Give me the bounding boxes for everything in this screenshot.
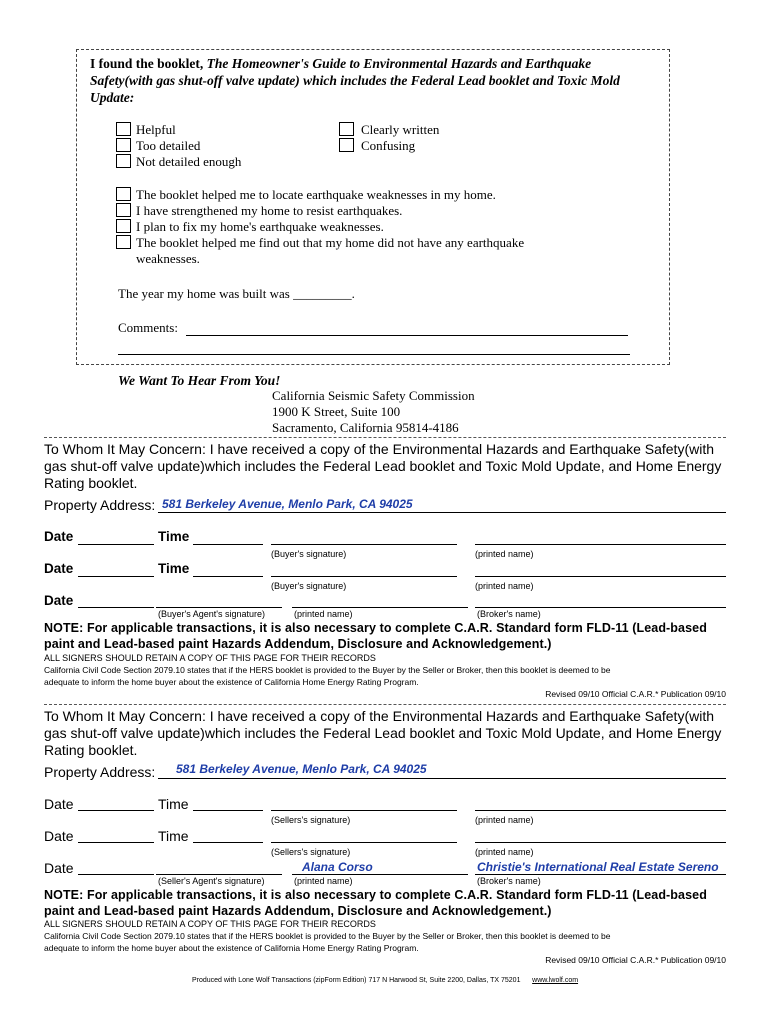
buyer-time-label-1: Time	[158, 529, 190, 544]
seller-civil-code-2: adequate to inform the home buyer about the existence of California Home Energy Rating Program.	[44, 943, 419, 953]
buyer-civil-code-2: adequate to inform the home buyer about the existence of California Home Energy Rating Program.	[44, 677, 419, 687]
buyer-printed-field-1[interactable]	[475, 544, 726, 545]
seller-time-label-1: Time	[158, 796, 189, 812]
booklet-title: The Homeowner's Guide to Environmental Hazards and Earthquake Safety(with gas shut-off valve update) which includes the Federal Lead booklet and Toxic Mold Update:	[90, 56, 620, 105]
too-detailed-label: Too detailed	[136, 138, 201, 153]
buyer-property-line	[158, 512, 726, 513]
seller-time-field-1[interactable]	[193, 810, 263, 811]
stmt2-checkbox[interactable]	[116, 203, 131, 217]
buyer-printed-caption-1: (printed name)	[475, 549, 534, 559]
seller-intro-3: Rating booklet.	[44, 742, 138, 758]
not-detailed-checkbox[interactable]	[116, 154, 131, 168]
seller-printed-field-2[interactable]	[475, 842, 726, 843]
contact-street: 1900 K Street, Suite 100	[272, 404, 401, 419]
buyer-printed-caption-2: (printed name)	[475, 581, 534, 591]
seller-printed-caption-1: (printed name)	[475, 815, 534, 825]
contact-heading: We Want To Hear From You!	[118, 373, 281, 388]
seller-time-label-2: Time	[158, 828, 189, 844]
seller-time-field-2[interactable]	[193, 842, 263, 843]
buyer-time-field-2[interactable]	[193, 576, 263, 577]
stmt1-checkbox[interactable]	[116, 187, 131, 201]
survey-intro: I found the booklet,	[90, 56, 207, 71]
survey-title	[90, 55, 650, 106]
seller-sig-caption-2: (Sellers's signature)	[271, 847, 351, 857]
buyer-retain: ALL SIGNERS SHOULD RETAIN A COPY OF THIS PAGE FOR THEIR RECORDS	[44, 653, 376, 663]
stmt4-label: The booklet helped me find out that my home did not have any earthquake	[136, 235, 525, 250]
seller-note-2: paint and Lead-based paint Hazards Addendum, Disclosure and Acknowledgement.)	[44, 904, 552, 918]
seller-intro-1: To Whom It May Concern: I have received a copy of the Environmental Hazards and Earthquake Safety(with	[44, 708, 714, 724]
seller-printed-caption-2: (printed name)	[475, 847, 534, 857]
buyer-broker-field[interactable]	[475, 607, 726, 608]
clearly-written-label: Clearly written	[361, 122, 440, 137]
comments-line-1[interactable]	[186, 335, 628, 336]
comments-label: Comments:	[118, 320, 178, 335]
buyer-agent-caption: (Buyer's Agent's signature)	[158, 609, 265, 619]
buyer-property-value[interactable]: 581 Berkeley Avenue, Menlo Park, CA 94025	[162, 497, 413, 511]
buyer-date-label-2: Date	[44, 561, 74, 576]
seller-printed-field-1[interactable]	[475, 810, 726, 811]
seller-revised: Revised 09/10 Official C.A.R.* Publication 09/10	[545, 955, 726, 965]
seller-agent-printed-field[interactable]	[292, 874, 468, 875]
buyer-time-label-2: Time	[158, 561, 190, 576]
seller-sig-caption-1: (Sellers's signature)	[271, 815, 351, 825]
stmt3-checkbox[interactable]	[116, 219, 131, 233]
seller-agent-name[interactable]: Alana Corso	[302, 860, 373, 874]
stmt3-label: I plan to fix my home's earthquake weaknesses.	[136, 219, 384, 234]
seller-property-label: Property Address:	[44, 764, 156, 780]
too-detailed-checkbox[interactable]	[116, 138, 131, 152]
clearly-written-checkbox[interactable]	[339, 122, 354, 136]
seller-agent-signature-field[interactable]	[156, 874, 282, 875]
buyer-agent-printed-caption: (printed name)	[294, 609, 353, 619]
seller-date-label-1: Date	[44, 796, 74, 812]
footer-link[interactable]: www.lwolf.com	[532, 977, 579, 984]
buyer-cut-line	[44, 437, 726, 438]
seller-agent-printed-caption: (printed name)	[294, 876, 353, 886]
seller-signature-field-2[interactable]	[271, 842, 457, 843]
confusing-label: Confusing	[361, 138, 416, 153]
stmt2-label: I have strengthened my home to resist earthquakes.	[136, 203, 403, 218]
seller-date-field-1[interactable]	[78, 810, 154, 811]
buyer-agent-date-label: Date	[44, 593, 74, 608]
buyer-sig-caption-2: (Buyer's signature)	[271, 581, 347, 591]
seller-agent-date-label: Date	[44, 860, 74, 876]
buyer-signature-field-1[interactable]	[271, 544, 457, 545]
helpful-label: Helpful	[136, 122, 176, 137]
year-built-field[interactable]: The year my home was built was _________.	[118, 286, 355, 301]
seller-retain: ALL SIGNERS SHOULD RETAIN A COPY OF THIS PAGE FOR THEIR RECORDS	[44, 919, 376, 929]
buyer-intro-1: To Whom It May Concern: I have received a copy of the Environmental Hazards and Earthquake Safety(with	[44, 441, 714, 457]
seller-date-field-2[interactable]	[78, 842, 154, 843]
stmt1-label: The booklet helped me to locate earthquake weaknesses in my home.	[136, 187, 496, 202]
buyer-agent-signature-field[interactable]	[156, 607, 282, 608]
stmt4-label-cont: weaknesses.	[136, 251, 200, 266]
buyer-note-1: NOTE: For applicable transactions, it is also necessary to complete C.A.R. Standard form FLD-11 (Lead-based	[44, 621, 707, 635]
buyer-agent-date-field[interactable]	[78, 607, 154, 608]
stmt4-checkbox[interactable]	[116, 235, 131, 249]
seller-civil-code-1: California Civil Code Section 2079.10 states that if the HERS booklet is provided to the Buyer by the Seller or Broker, then this booklet is deemed to be	[44, 931, 611, 941]
buyer-date-label-1: Date	[44, 529, 74, 544]
confusing-checkbox[interactable]	[339, 138, 354, 152]
buyer-revised: Revised 09/10 Official C.A.R.* Publication 09/10	[545, 689, 726, 699]
footer	[0, 977, 770, 984]
not-detailed-label: Not detailed enough	[136, 154, 242, 169]
buyer-intro-3: Rating booklet.	[44, 475, 138, 491]
seller-broker-name[interactable]: Christie's International Real Estate Sereno	[477, 860, 719, 874]
seller-cut-line	[44, 704, 726, 705]
buyer-agent-printed-field[interactable]	[292, 607, 468, 608]
buyer-civil-code-1: California Civil Code Section 2079.10 states that if the HERS booklet is provided to the Buyer by the Seller or Broker, then this booklet is deemed to be	[44, 665, 611, 675]
buyer-date-field-2[interactable]	[78, 576, 154, 577]
seller-note-1: NOTE: For applicable transactions, it is also necessary to complete C.A.R. Standard form FLD-11 (Lead-based	[44, 888, 707, 902]
buyer-date-field-1[interactable]	[78, 544, 154, 545]
comments-line-2[interactable]	[118, 354, 630, 355]
helpful-checkbox[interactable]	[116, 122, 131, 136]
buyer-property-label: Property Address:	[44, 497, 156, 513]
contact-org: California Seismic Safety Commission	[272, 388, 475, 403]
buyer-signature-field-2[interactable]	[271, 576, 457, 577]
footer-produced: Produced with Lone Wolf Transactions (zipForm Edition) 717 N Harwood St, Suite 2200, Dallas, TX 75201	[191, 977, 521, 984]
seller-property-value[interactable]: 581 Berkeley Avenue, Menlo Park, CA 94025	[176, 762, 427, 776]
seller-agent-date-field[interactable]	[78, 874, 154, 875]
buyer-intro-2: gas shut-off valve update)which includes the Federal Lead booklet and Toxic Mold Update, and Home Energy	[44, 458, 722, 474]
seller-property-line	[158, 778, 726, 779]
seller-intro-2: gas shut-off valve update)which includes the Federal Lead booklet and Toxic Mold Update, and Home Energy	[44, 725, 722, 741]
seller-agent-caption: (Seller's Agent's signature)	[158, 876, 265, 886]
buyer-broker-caption: (Broker's name)	[477, 609, 541, 619]
seller-broker-field[interactable]	[475, 874, 726, 875]
seller-signature-field-1[interactable]	[271, 810, 457, 811]
buyer-sig-caption-1: (Buyer's signature)	[271, 549, 347, 559]
seller-date-label-2: Date	[44, 828, 74, 844]
contact-city: Sacramento, California 95814-4186	[272, 420, 459, 435]
buyer-time-field-1[interactable]	[193, 544, 263, 545]
buyer-printed-field-2[interactable]	[475, 576, 726, 577]
buyer-note-2: paint and Lead-based paint Hazards Addendum, Disclosure and Acknowledgement.)	[44, 637, 552, 651]
seller-broker-caption: (Broker's name)	[477, 876, 541, 886]
